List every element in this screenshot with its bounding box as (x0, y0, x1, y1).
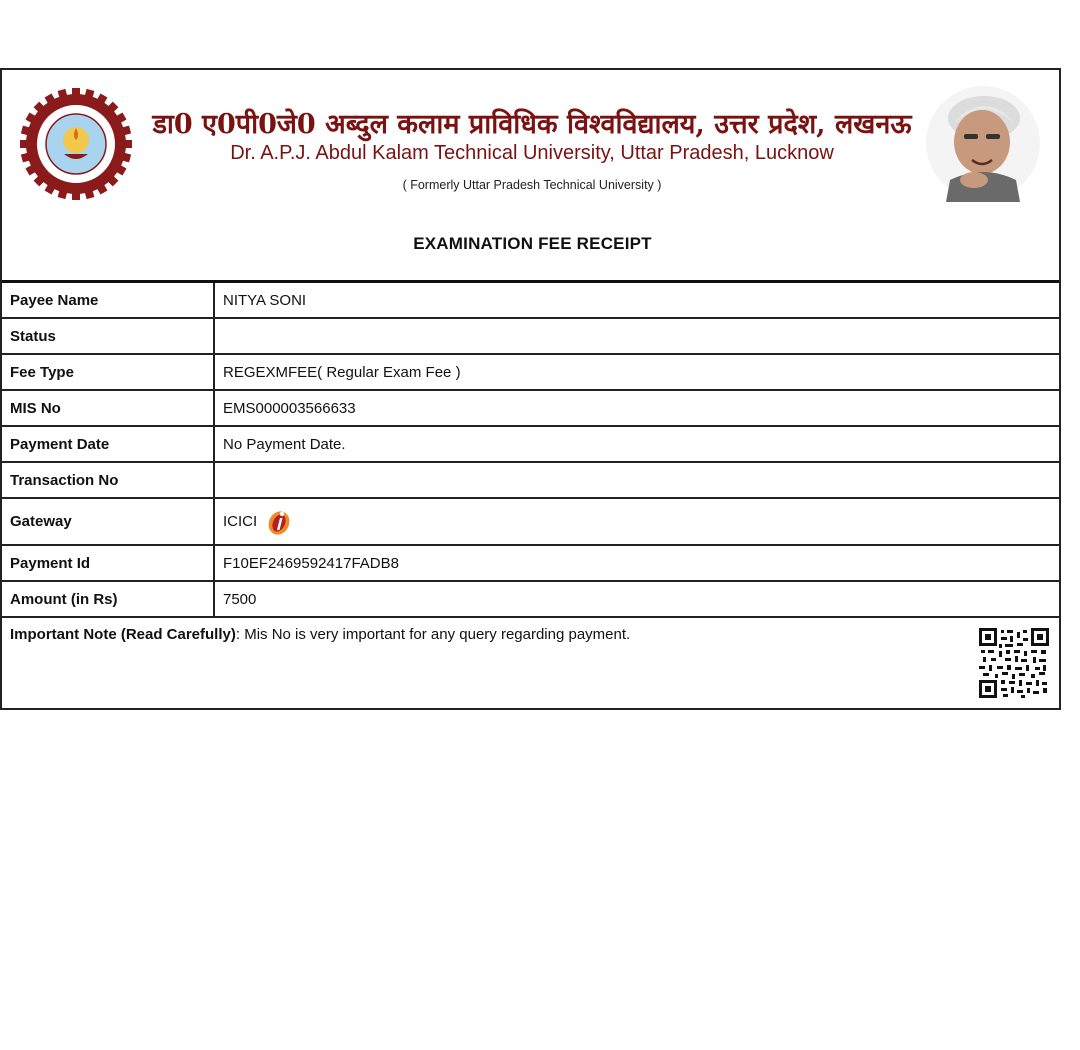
status-value (214, 318, 1059, 354)
amount-label: Amount (in Rs) (2, 581, 214, 617)
receipt-header (2, 70, 1059, 283)
transaction-no-value (214, 462, 1059, 498)
university-name-english: Dr. A.P.J. Abdul Kalam Technical University, Uttar Pradesh, Lucknow (230, 142, 834, 164)
table-row (2, 462, 1059, 498)
payment-id-label: Payment Id (2, 545, 214, 581)
amount-value: 7500 (214, 581, 1059, 617)
transaction-no-label: Transaction No (2, 462, 214, 498)
table-row (2, 545, 1059, 581)
payment-date-value: No Payment Date. (214, 426, 1059, 462)
table-row (2, 581, 1059, 617)
fee-type-value: REGEXMFEE( Regular Exam Fee ) (214, 354, 1059, 390)
table-row (2, 498, 1059, 545)
payment-id-value: F10EF2469592417FADB8 (214, 545, 1059, 581)
gateway-cell (214, 498, 1059, 545)
important-note (2, 618, 1059, 708)
table-row (2, 318, 1059, 354)
table-row (2, 390, 1059, 426)
status-label: Status (2, 318, 214, 354)
table-row (2, 283, 1059, 318)
icici-logo-icon (265, 508, 293, 536)
qr-code-icon (979, 628, 1049, 698)
payee-name-label: Payee Name (2, 283, 214, 318)
portrait-icon (924, 84, 1042, 202)
receipt-title: EXAMINATION FEE RECEIPT (413, 234, 652, 253)
university-name-hindi: डा0 ए0पी0जे0 अब्दुल कलाम प्राविधिक विश्वविद्यालय, उत्तर प्रदेश, लखनऊ (152, 109, 912, 140)
note-label: Important Note (Read Carefully) (10, 626, 236, 643)
table-row (2, 354, 1059, 390)
mis-no-label: MIS No (2, 390, 214, 426)
gateway-label: Gateway (2, 498, 214, 545)
formerly-name: ( Formerly Uttar Pradesh Technical University ) (402, 178, 662, 192)
note-text: : Mis No is very important for any query regarding payment. (235, 626, 631, 643)
university-seal-icon (20, 88, 132, 200)
receipt-details-table (2, 283, 1059, 618)
payment-date-label: Payment Date (2, 426, 214, 462)
table-row (2, 426, 1059, 462)
gateway-value: ICICI (223, 513, 258, 530)
fee-receipt (0, 68, 1061, 710)
payee-name-value: NITYA SONI (214, 283, 1059, 318)
mis-no-value: EMS000003566633 (214, 390, 1059, 426)
fee-type-label: Fee Type (2, 354, 214, 390)
